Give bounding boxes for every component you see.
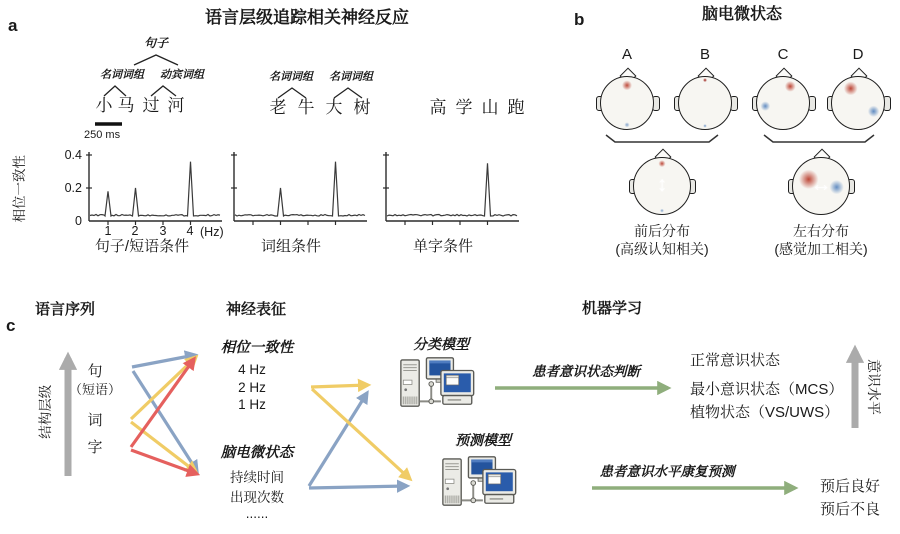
tree1-root-label: 句子	[143, 36, 168, 50]
group2-caption: 左右分布	[793, 223, 849, 239]
microstate-letter-c: C	[777, 46, 789, 63]
tree3-char: 高	[429, 98, 447, 118]
level-sentence: 句	[87, 363, 103, 380]
front-back-arrow-icon: ↕	[656, 173, 668, 196]
microstate-letter-b: B	[699, 46, 710, 63]
microstate-item: 持续时间	[230, 470, 284, 485]
microstate-item: ......	[245, 506, 269, 521]
coherence-plot-phrase	[231, 150, 371, 230]
x-tick-label: 2	[131, 224, 139, 238]
y-axis-label: 相位一致性	[12, 155, 28, 223]
tree1-char: 河	[167, 96, 185, 116]
microstate-item: 出现次数	[230, 490, 284, 505]
prognosis-poor: 预后不良	[820, 501, 881, 518]
group1-caption: 前后分布	[634, 223, 690, 239]
neural-to-model-arrows	[309, 385, 410, 488]
header-machine-learning: 机器学习	[581, 300, 642, 317]
outcome-mcs: 最小意识状态（MCS）	[690, 381, 844, 398]
topomap-c-icon	[756, 76, 810, 130]
tree3-char: 学	[455, 98, 473, 118]
tree2-char: 牛	[297, 98, 315, 118]
header-language-sequence: 语言序列	[34, 301, 95, 318]
panel-a-title: 语言层级追踪相关神经反应	[205, 8, 409, 27]
x-tick-label: 1	[104, 224, 112, 238]
tree2-char: 树	[353, 98, 371, 118]
tree2-char: 老	[269, 98, 287, 118]
x-tick-label: 3	[159, 224, 167, 238]
structure-axis-label: 结构层级	[38, 384, 54, 439]
tree3-char: 跑	[507, 98, 525, 118]
left-right-arrow-icon: ↔	[810, 173, 832, 196]
group1-subcaption: (高级认知相关)	[615, 241, 709, 257]
prediction-model-label: 预测模型	[455, 432, 511, 448]
panel-c-label: c	[6, 316, 16, 335]
level-to-neural-arrows	[131, 355, 197, 474]
tree2-char: 大	[325, 98, 343, 118]
topomap-d-icon	[831, 76, 885, 130]
phase-item: 4 Hz	[238, 362, 266, 377]
tree1-char: 马	[117, 96, 135, 116]
y-tick-label: 0.2	[64, 181, 82, 195]
panel-b-label: b	[574, 10, 585, 29]
microstate-title: 脑电微状态	[220, 445, 294, 461]
prediction-arrow-label: 患者意识水平康复预测	[599, 464, 735, 479]
x-unit-label: (Hz)	[200, 225, 224, 239]
condition-label-phrase: 词组条件	[260, 238, 321, 255]
outcome-normal: 正常意识状态	[690, 352, 781, 369]
classification-model-icon	[399, 357, 477, 411]
microstate-brackets	[606, 135, 874, 142]
condition-label-syllable: 单字条件	[412, 238, 473, 255]
panel-a-label: a	[8, 16, 18, 35]
tree1-phrase-label: 名词词组	[100, 69, 144, 81]
consciousness-axis-label: 意识水平	[866, 359, 883, 416]
tree3-char: 山	[481, 98, 499, 118]
coherence-plot-syllable	[383, 150, 523, 230]
classification-arrow-label: 患者意识状态判断	[532, 364, 640, 379]
topomap-b-icon	[678, 76, 732, 130]
tree2-phrase-label: 名词词组	[329, 71, 373, 83]
tree1-char: 过	[142, 96, 160, 116]
y-tick-label: 0.4	[64, 148, 82, 162]
coherence-plot-sentence	[86, 150, 226, 230]
topomap-a-icon	[600, 76, 654, 130]
phase-coherence-title: 相位一致性	[220, 340, 294, 356]
microstate-letter-a: A	[621, 46, 632, 63]
header-neural-representation: 神经表征	[225, 301, 286, 318]
tree1-phrase-label: 动宾词组	[160, 69, 204, 81]
microstate-letter-d: D	[852, 46, 864, 63]
prediction-model-icon	[441, 456, 519, 510]
tree1-char: 小	[95, 96, 113, 116]
tree2-phrase-label: 名词词组	[269, 71, 313, 83]
scale-bar-label: 250 ms	[84, 129, 121, 141]
phase-item: 1 Hz	[238, 397, 266, 412]
group2-subcaption: (感觉加工相关)	[774, 241, 868, 257]
outcome-vs-uws: 植物状态（VS/UWS）	[690, 404, 840, 421]
x-tick-label: 4	[186, 224, 194, 238]
level-character: 字	[87, 439, 103, 456]
classification-model-label: 分类模型	[413, 336, 469, 352]
condition-label-sentence: 句子/短语条件	[94, 238, 190, 255]
level-word: 词	[87, 412, 103, 429]
y-tick-label: 0	[75, 214, 82, 228]
prognosis-good: 预后良好	[820, 478, 881, 495]
level-phrase: （短语）	[68, 382, 121, 397]
panel-b-title: 脑电微状态	[701, 6, 782, 23]
phase-item: 2 Hz	[238, 380, 266, 395]
